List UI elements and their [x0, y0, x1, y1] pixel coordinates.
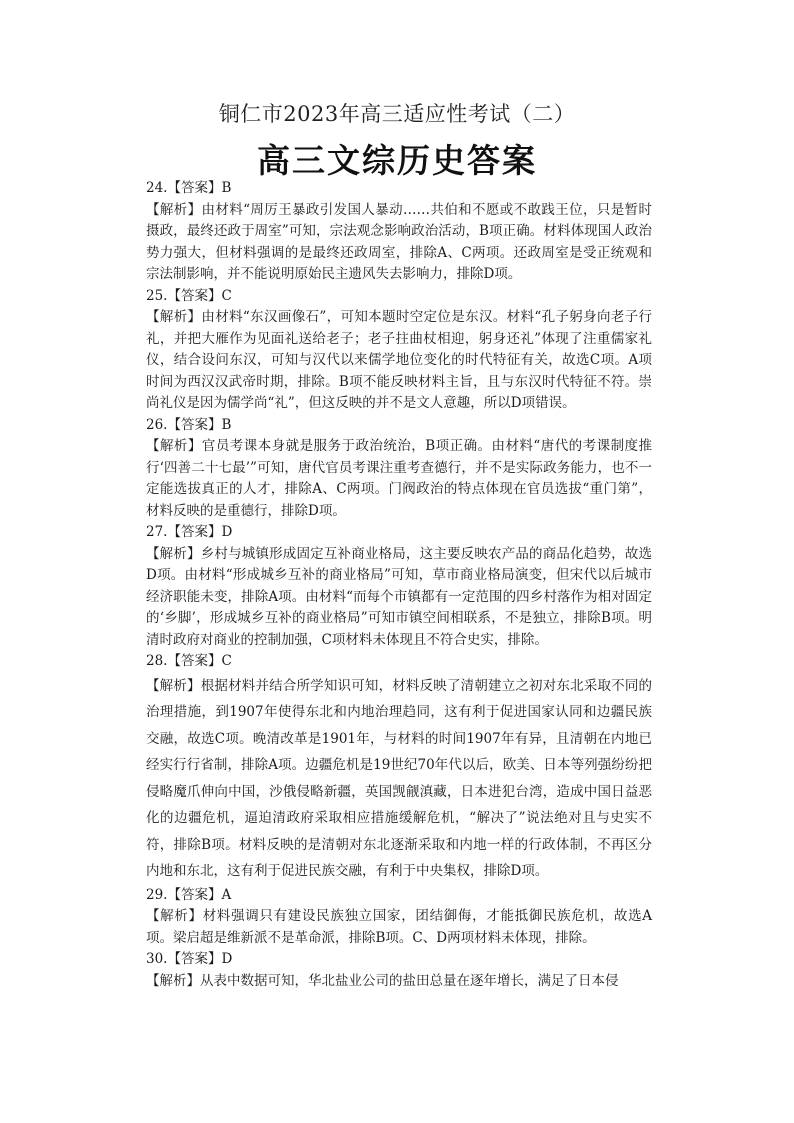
analysis-text: 【解析】由材料“周厉王暴政引发国人暴动……共伯和不愿或不敢践王位，只是暂时摄政，最终还政于周室”可知，宗法观念影响政治活动，B项正确。材料体现国人政治势力强大，但材料强调的是最终还政周室，排除A、C两项。还政周室是受正统观和宗法制影响，并不能说明原始民主遗风失去影响力，排除D项。: [146, 201, 652, 282]
analysis-text: 【解析】乡村与城镇形成固定互补商业格局，这主要反映农产品的商品化趋势，故选D项。由材料“形成城乡互补的商业格局”可知，草市商业格局演变，但宋代以后城市经济职能未变，排除A项。由材料“而每个市镇都有一定范围的四乡村落作为相对固定的‘乡脚’，形成城乡互补的商业格局”可知市镇空间相联系，不是独立，排除B项。明清时政府对商业的控制加强，C项材料未体现且不符合史实，排除。: [146, 545, 652, 648]
question-item-29: [146, 885, 652, 950]
answer-line: 30.【答案】D: [146, 951, 233, 967]
analysis-text: 【解析】从表中数据可知，华北盐业公司的盐田总量在逐年增长，满足了日本侵: [146, 972, 619, 989]
answer-line: 24.【答案】B: [146, 180, 232, 196]
answer-line: 29.【答案】A: [146, 886, 232, 903]
analysis-text: 【解析】由材料“东汉画像石”，可知本题时空定位是东汉。材料“孔子躬身向老子行礼，并把大雁作为见面礼送给老子；老子拄曲杖相迎，躬身还礼”体现了注重儒家礼仪，结合设问东汉，可知与汉代以来儒学地位变化的时代特征有关，故选C项。A项时间为西汉汉武帝时期，排除。B项不能反映材料主旨，且与东汉时代特征不符。崇尚礼仪是因为儒学尚“礼”，但这反映的并不是文人意趣，所以D项错误。: [146, 309, 652, 411]
question-item-28: [146, 651, 652, 885]
answer-line: 28.【答案】C: [146, 653, 232, 669]
answer-line: 27.【答案】D: [146, 524, 233, 540]
question-item-30: [146, 949, 652, 992]
answer-body: [146, 178, 652, 992]
analysis-text: 【解析】根据材料并结合所学知识可知，材料反映了清朝建立之初对东北采取不同的治理措施，到1907年使得东北和内地治理趋同，这有利于促进国家认同和边疆民族交融，故选C项。晚清改革是1901年，与材料的时间1907年有异，且清朝在内地已经实行行省制，排除A项。边疆危机是19世纪70年代以后，欧美、日本等列强纷纷把侵略魔爪伸向中国，沙俄侵略新疆，英国觊觎滇藏，日本进犯台湾，造成中国日益恶化的边疆危机，逼迫清政府采取相应措施缓解危机，“解决了”说法绝对且与史实不符，排除B项。材料反映的是清朝对东北逐渐采取和内地一样的行政体制，不再区分内地和东北，这有利于促进民族交融，有利于中央集权，排除D项。: [146, 677, 652, 879]
exam-title: 铜仁市2023年高三适应性考试（二）: [218, 102, 576, 126]
question-item-25: [146, 286, 652, 415]
question-item-24: [146, 178, 652, 286]
question-item-26: [146, 415, 652, 523]
analysis-text: 【解析】材料强调只有建设民族独立国家，团结御侮，才能抵御民族危机，故选A项。梁启超是维新派不是革命派，排除B项。C、D两项材料未体现，排除。: [146, 908, 652, 946]
question-item-27: [146, 522, 652, 651]
answer-line: 26.【答案】B: [146, 416, 232, 433]
answer-line: 25.【答案】C: [146, 287, 232, 304]
answer-sheet-title: 高三文综历史答案: [257, 141, 537, 180]
analysis-text: 【解析】官员考课本身就是服务于政治统治，B项正确。由材料“唐代的考课制度推行‘四善二十七最’”可知，唐代官员考课注重考查德行，并不是实际政务能力，也不一定能选拔真正的人才，排除A、C两项。门阀政治的特点体现在官员选拔“重门第”，材料反映的是重德行，排除D项。: [146, 438, 652, 519]
